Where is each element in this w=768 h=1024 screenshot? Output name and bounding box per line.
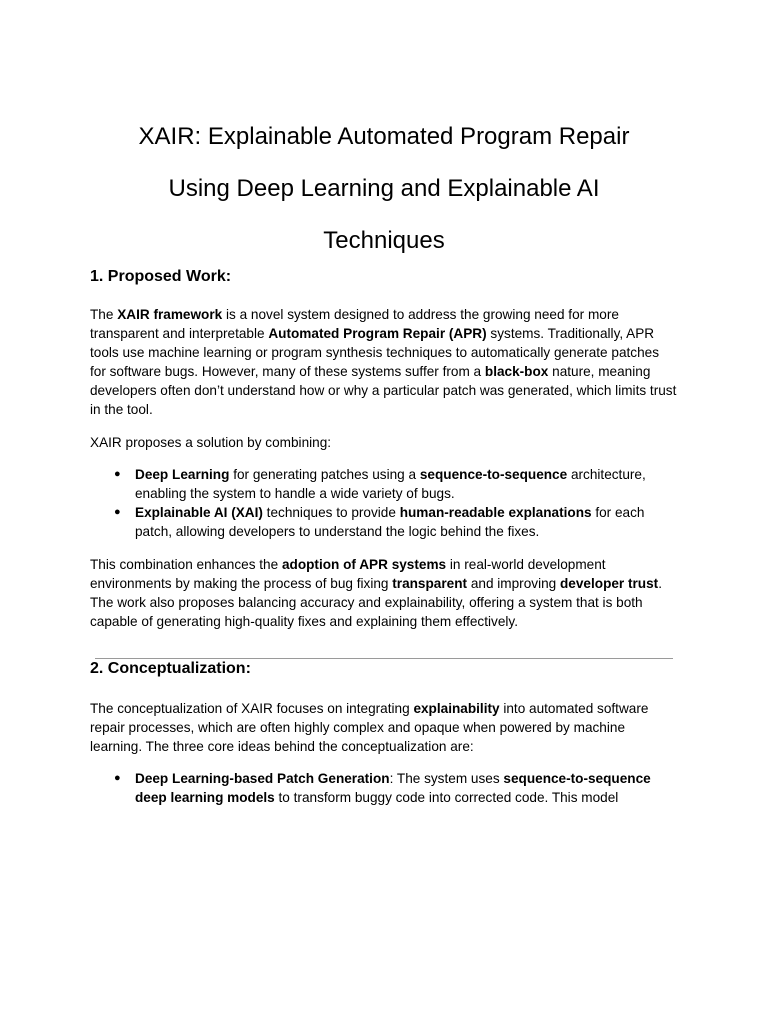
conceptualization-paragraph-1: [90, 699, 678, 756]
title-line-2: Using Deep Learning and Explainable AI: [168, 175, 600, 202]
text-run: This combination enhances the: [90, 557, 282, 572]
text-run: and improving: [467, 576, 560, 591]
emphasis-text: developer trust: [560, 576, 659, 591]
text-run: in real-world development environments by making the process of bug fixing: [90, 557, 606, 591]
title-line-1: XAIR: Explainable Automated Program Repair: [138, 123, 630, 150]
proposed-work-bullet-list: [90, 465, 678, 541]
emphasis-xair-framework: XAIR framework: [117, 307, 223, 322]
text-run: nature, meaning developers often don’t understand how or why a particular patch was generated, which limits trust in the tool.: [90, 364, 677, 417]
text-run: The conceptualization of XAIR focuses on integrating: [90, 701, 414, 716]
text-run: to transform buggy code into corrected code. This model: [274, 790, 619, 805]
bullet-icon: ●: [114, 772, 121, 784]
text-run: is a novel system designed to address the growing need for more transparent and interpretable: [90, 307, 619, 341]
list-item: [90, 769, 678, 807]
bullet-icon: ●: [114, 506, 121, 518]
conceptualization-bullet-list: [90, 769, 678, 807]
text-run: for generating patches using a: [229, 467, 420, 482]
text-run: for each patch, allowing developers to understand the logic behind the fixes.: [135, 505, 645, 539]
section-heading-proposed-work: 1. Proposed Work:: [90, 268, 232, 285]
emphasis-text: Explainable AI (XAI): [135, 505, 263, 520]
list-item: [90, 465, 678, 503]
proposed-work-paragraph-1: [90, 305, 678, 419]
proposed-work-paragraph-2: XAIR proposes a solution by combining:: [90, 435, 332, 450]
document-title: [90, 0, 678, 267]
list-item: [90, 503, 678, 541]
title-line-3: Techniques: [323, 227, 445, 254]
bullet-icon: ●: [114, 468, 121, 480]
emphasis-text: sequence-to-sequence: [419, 467, 568, 482]
text-run: The: [90, 307, 118, 322]
text-run: . The work also proposes balancing accuracy and explainability, offering a system that is both capable of generating high-quality fixes and explaining them effectively.: [90, 576, 662, 629]
emphasis-text: adoption of APR systems: [281, 557, 447, 572]
proposed-work-paragraph-3: [90, 555, 678, 631]
emphasis-text: transparent: [392, 576, 468, 591]
emphasis-text: human-readable explanations: [399, 505, 592, 520]
text-run: into automated software repair processes, which are often highly complex and opaque when powered by machine learning. The three core ideas behind the conceptualization are:: [90, 701, 649, 754]
emphasis-text: Deep Learning-based Patch Generation: [135, 771, 390, 786]
text-run: systems. Traditionally, APR tools use machine learning or program synthesis techniques to automatically generate patches for software bugs. However, many of these systems suffer from a: [90, 326, 659, 379]
text-run: : The system uses: [389, 771, 504, 786]
text-run: architecture, enabling the system to handle a wide variety of bugs.: [135, 467, 646, 501]
emphasis-explainability: explainability: [413, 701, 500, 716]
emphasis-black-box: black-box: [484, 364, 549, 379]
emphasis-apr: Automated Program Repair (APR): [268, 326, 487, 341]
text-run: techniques to provide: [262, 505, 400, 520]
section-heading-conceptualization: 2. Conceptualization:: [90, 660, 251, 677]
emphasis-text: Deep Learning: [135, 467, 230, 482]
emphasis-text: sequence-to-sequence deep learning models: [135, 771, 651, 805]
